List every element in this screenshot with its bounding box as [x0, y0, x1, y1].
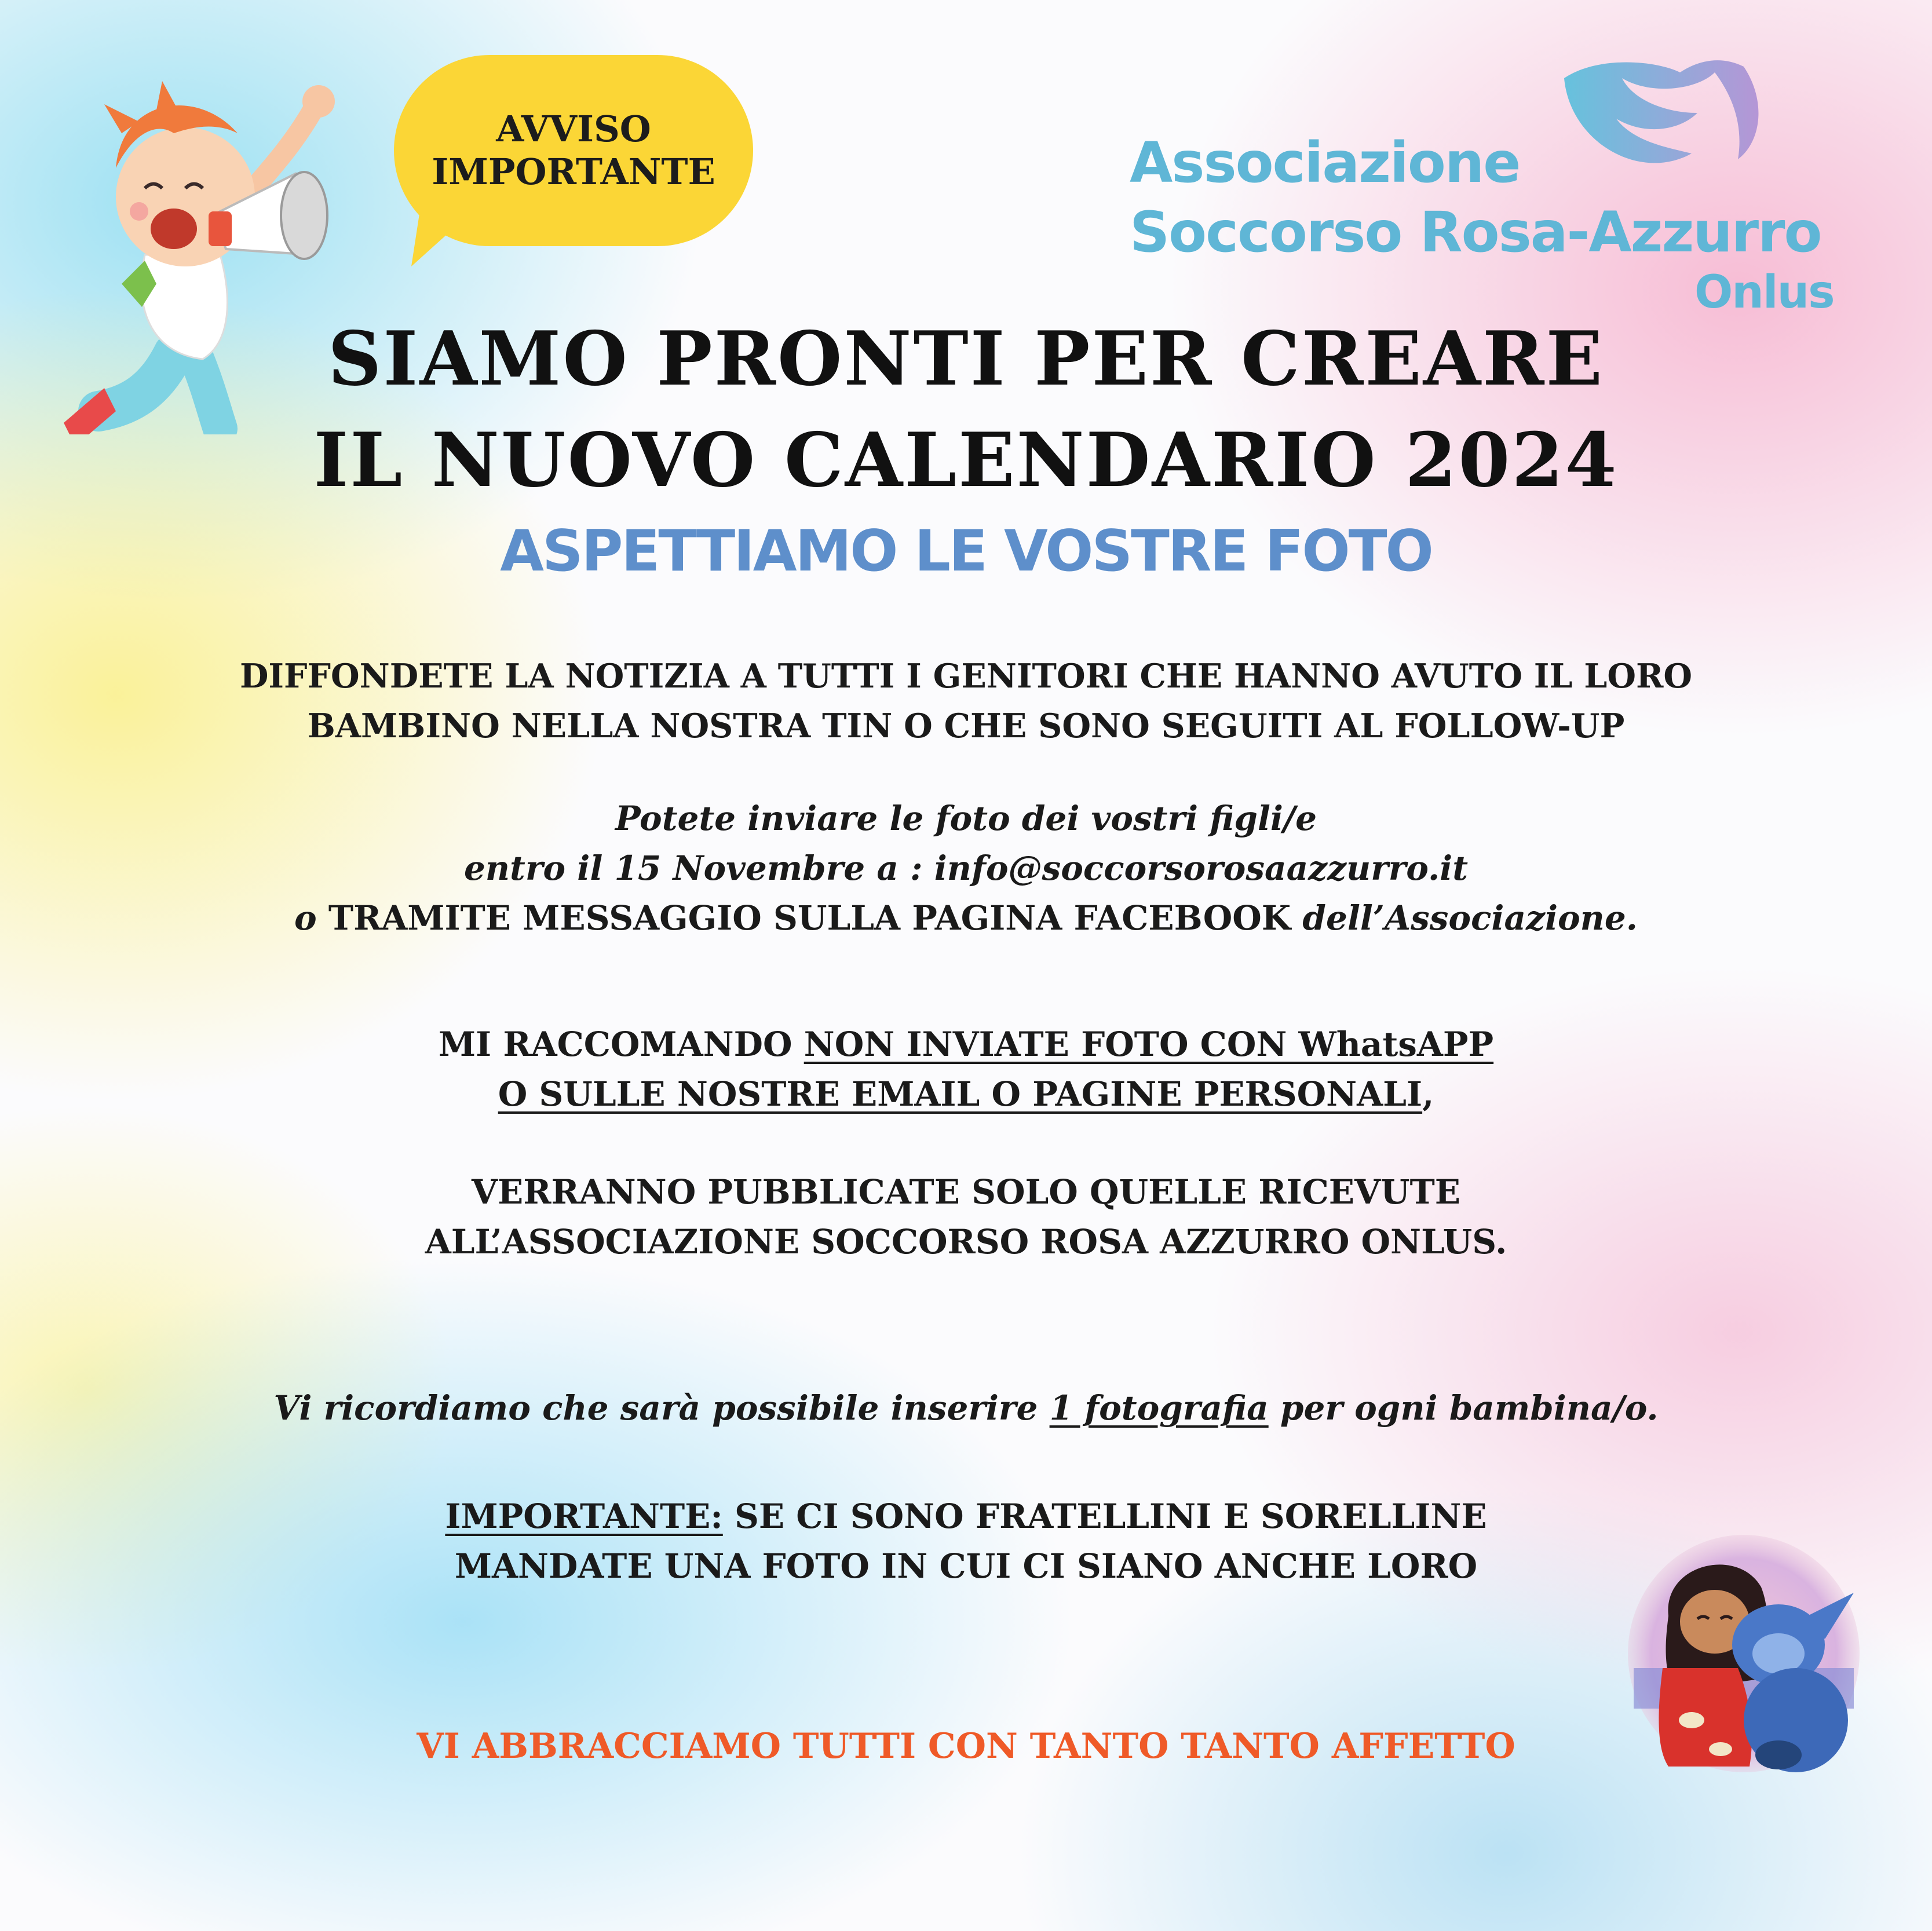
logo-line-name: Soccorso Rosa-Azzurro — [1130, 200, 1821, 265]
hands-logo-icon — [1553, 55, 1773, 182]
warning-paragraph — [0, 1019, 1932, 1119]
published-paragraph — [0, 1167, 1932, 1267]
warning-line-1 — [0, 1019, 1932, 1069]
send-photo-line-2: entro il 15 Novembre a : info@soccorsorosaazzurro.it — [463, 849, 1468, 888]
warning-line-2-underlined: O SULLE NOSTRE EMAIL O PAGINE PERSONALI — [498, 1074, 1423, 1114]
reminder-suffix: per ogni bambina/o. — [1268, 1388, 1659, 1428]
send-photo-paragraph — [0, 793, 1932, 943]
send-photo-line-3 — [0, 893, 1932, 943]
published-line-2: ALL’ASSOCIAZIONE SOCCORSO ROSA AZZURRO ONLUS. — [425, 1222, 1507, 1261]
title-line-1: SIAMO PRONTI PER CREARE — [328, 316, 1604, 403]
reminder-paragraph — [0, 1383, 1932, 1433]
speech-bubble — [394, 55, 753, 246]
warning-line-2-suffix: , — [1422, 1074, 1434, 1114]
siblings-line-1-text: SE CI SONO FRATELLINI E SORELLINE — [722, 1497, 1487, 1536]
logo-line-onlus: Onlus — [1694, 266, 1834, 319]
warning-line-1-underlined: NON INVIATE FOTO CON WhatsAPP — [804, 1025, 1494, 1064]
closing-message: VI ABBRACCIAMO TUTTI CON TANTO TANTO AFFETTO — [417, 1726, 1515, 1767]
logo-line-association: Associazione — [1130, 130, 1520, 195]
share-news-paragraph — [0, 652, 1932, 751]
warning-line-2 — [0, 1069, 1932, 1119]
subtitle: ASPETTIAMO LE VOSTRE FOTO — [500, 518, 1432, 584]
reminder-underlined: 1 fotografia — [1049, 1388, 1269, 1428]
bubble-line-2: IMPORTANTE — [432, 151, 715, 193]
published-line-1: VERRANNO PUBBLICATE SOLO QUELLE RICEVUTE — [472, 1172, 1460, 1212]
send-photo-line-3-prefix: o — [294, 898, 317, 938]
send-photo-line-1: Potete inviare le foto dei vostri figli/e — [615, 799, 1317, 838]
share-news-line-1: DIFFONDETE LA NOTIZIA A TUTTI I GENITORI CHE HANNO AVUTO IL LORO — [239, 657, 1693, 696]
siblings-label: IMPORTANTE: — [445, 1497, 723, 1536]
send-photo-line-3-main: TRAMITE MESSAGGIO SULLA PAGINA FACEBOOK — [316, 898, 1303, 938]
title-line-2: IL NUOVO CALENDARIO 2024 — [313, 417, 1619, 504]
reminder-prefix: Vi ricordiamo che sarà possibile inserire — [273, 1388, 1050, 1428]
warning-line-1-prefix: MI RACCOMANDO — [438, 1025, 804, 1064]
bubble-line-1: AVVISO — [496, 108, 651, 150]
share-news-line-2: BAMBINO NELLA NOSTRA TIN O CHE SONO SEGUITI AL FOLLOW-UP — [307, 707, 1625, 745]
send-photo-line-3-suffix: dell’Associazione. — [1302, 898, 1638, 938]
siblings-line-2: MANDATE UNA FOTO IN CUI CI SIANO ANCHE LORO — [454, 1546, 1478, 1586]
girl-hug-illustration — [1622, 1529, 1865, 1778]
